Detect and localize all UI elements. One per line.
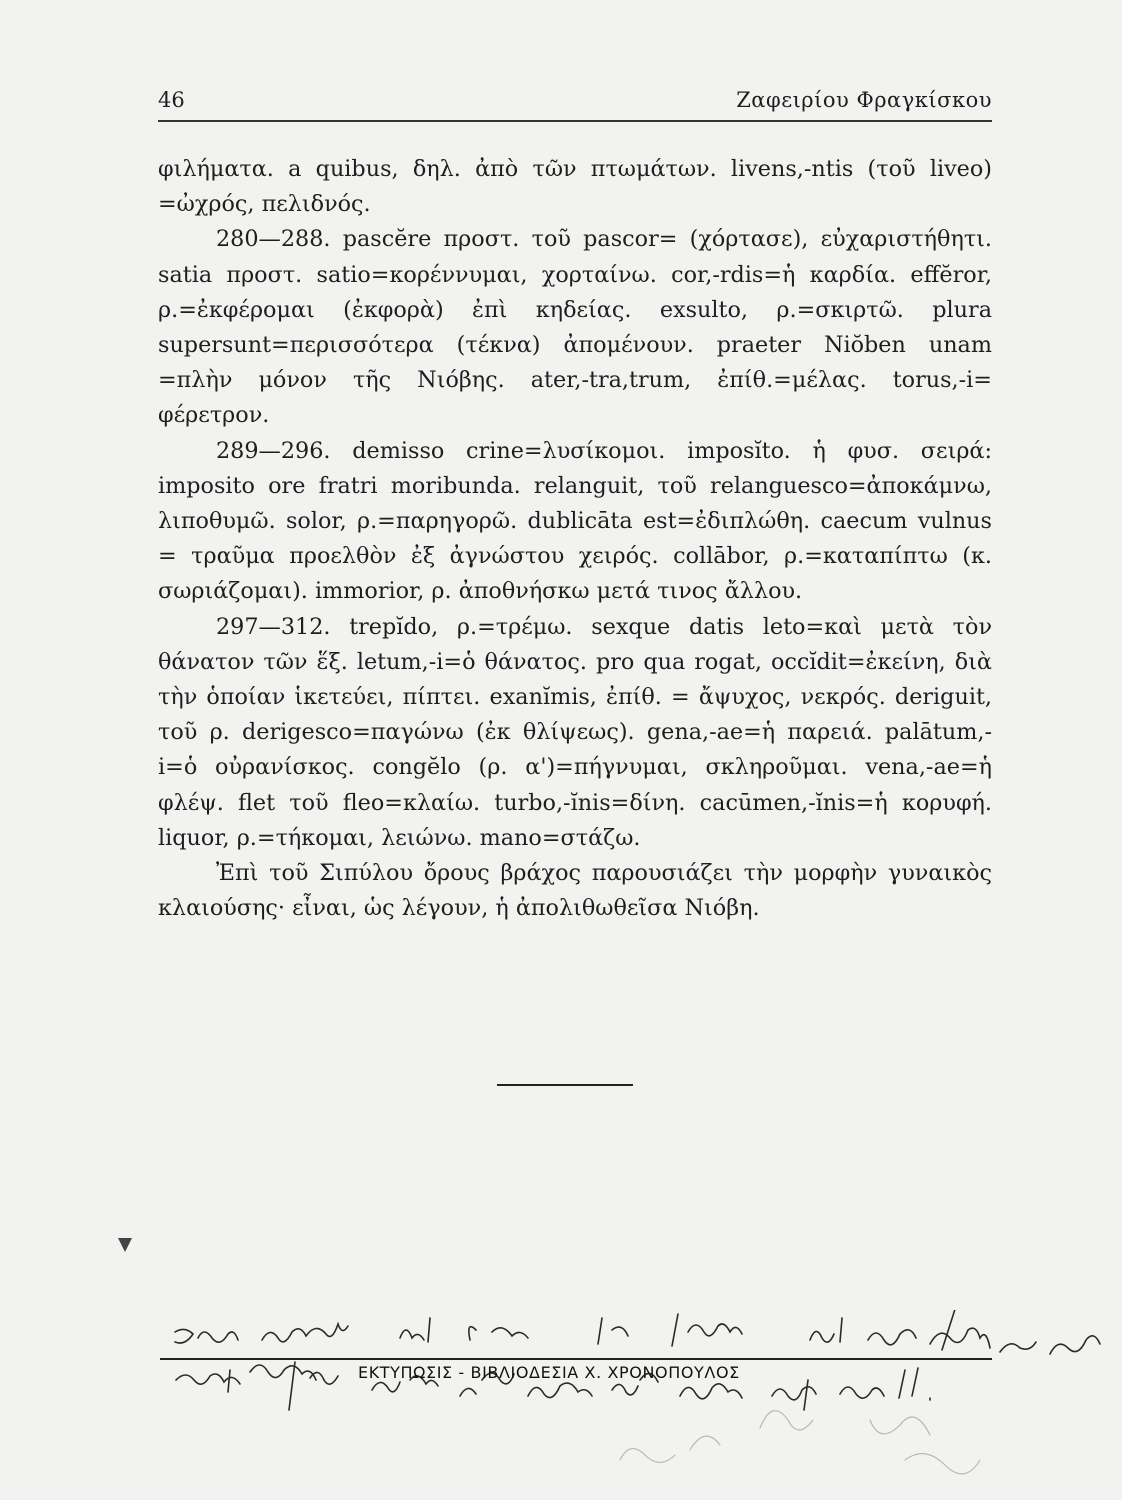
handwritten-inscription: [0, 1310, 1122, 1500]
page-number: 46: [158, 88, 185, 112]
paragraph-297-312: 297—312. trepĭdo, ρ.=τρέμω. sexque datis leto=καὶ μετὰ τὸν θάνατον τῶν ἕξ. letum,-i=ὁ θάνατος. pro qua rogat, occĭdit=ἐκείνη, διὰ τὴν ὁποίαν ἱκετεύει, πίπτει. exanĭmis, ἐπίθ. = ἄψυχος, νεκρός. deriguit, τοῦ ρ. derigesco=παγώνω (ἐκ θλίψεως). gena,-ae=ἡ παρειά. palātum,-i=ὁ οὐρανίσκος. congĕlo (ρ. α')=πήγνυμαι, σκληροῦμαι. vena,-ae=ἡ φλέψ. flet τοῦ fleo=κλαίω. turbo,-ĭnis=δίνη. cacūmen,-ĭnis=ἡ κορυφή. liquor, ρ.=τήκομαι, λειώνω. mano=στάζω.: [158, 613, 992, 851]
ink-smudge-mark: [118, 1238, 132, 1252]
paragraph-280-288: 280—288. pascĕre προστ. τοῦ pascor= (χόρτασε), εὐχαριστήθητι. satia προστ. satio=κορέννυμαι, χορταίνω. cor,-rdis=ἡ καρδία. effĕror, ρ.=ἐκφέρομαι (ἐκφορὰ) ἐπὶ κηδείας. exsulto, ρ.=σκιρτῶ. plura supersunt=περισσότερα (τέκνα) ἀπομένουν. praeter Niŏben unam =πλὴν μόνον τῆς Νιόβης. ater,-tra,trum, ἐπίθ.=μέλας. torus,-i= φέρετρον.: [158, 226, 992, 429]
page-header: [158, 86, 992, 122]
paragraph-sipylos-note: Ἐπὶ τοῦ Σιπύλου ὄρους βράχος παρουσιάζει τὴν μορφὴν γυναικὸς κλαιούσης· εἶναι, ὡς λέγουν, ἡ ἀπολιθωθεῖσα Νιόβη.: [158, 860, 992, 922]
paragraph-intro: φιλήματα. a quibus, δηλ. ἀπὸ τῶν πτωμάτων. livens,-ntis (τοῦ liveo) =ὠχρός, πελιδνός.: [158, 156, 992, 218]
section-end-rule: [497, 1084, 633, 1086]
page-footer: [0, 1310, 1122, 1500]
handwritten-line-1: [175, 1310, 1100, 1354]
printer-imprint: ΕΚΤΥΠΩΣΙΣ - ΒΙΒΛΙΟΔΕΣΙΑ Χ. ΧΡΟΝΟΠΟΥΛΟΣ: [358, 1363, 740, 1382]
paragraph-289-296: 289—296. demisso crine=λυσίκομοι. imposĭto. ἡ φυσ. σειρά: imposito ore fratri moribunda. relanguit, τοῦ relanguesco=ἀποκάμνω, λιποθυμῶ. solor, ρ.=παρηγορῶ. dublicāta est=ἐδιπλώθη. caecum vulnus = τραῦμα προελθὸν ἐξ ἀγνώστου χειρός. collābor, ρ.=καταπίπτω (κ. σωριάζομαι). immorior, ρ. ἀποθνήσκω μετά τινος ἄλλου.: [158, 437, 992, 605]
running-head-author: Ζαφειρίου Φραγκίσκου: [736, 88, 992, 112]
faint-pencil-scribbles: [620, 1411, 980, 1474]
footer-rule: [160, 1358, 992, 1360]
commentary-body: [158, 152, 992, 926]
